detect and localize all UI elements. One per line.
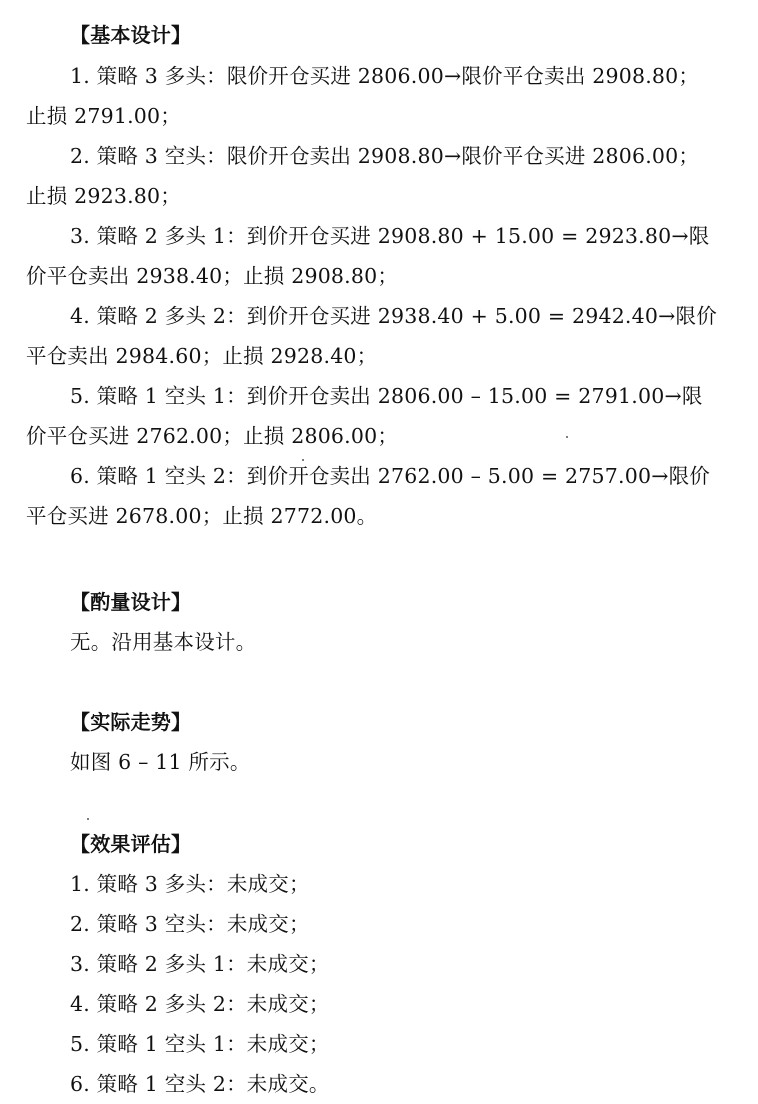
basic-item-2-line-1: 2. 策略 3 空头：限价开仓卖出 2908.80→限价平仓买进 2806.00； bbox=[70, 144, 700, 168]
scan-speck bbox=[87, 818, 89, 820]
basic-item-3-line-2: 价平仓卖出 2938.40；止损 2908.80； bbox=[26, 264, 399, 288]
evaluation-item-3: 3. 策略 2 多头 1：未成交； bbox=[70, 952, 330, 976]
basic-item-3-line-1: 3. 策略 2 多头 1：到价开仓买进 2908.80 + 15.00 = 2923.80→限 bbox=[70, 224, 710, 248]
basic-item-6-line-1: 6. 策略 1 空头 2：到价开仓卖出 2762.00 – 5.00 = 2757.00→限价 bbox=[70, 464, 710, 488]
evaluation-item-5: 5. 策略 1 空头 1：未成交； bbox=[70, 1032, 330, 1056]
basic-item-5-line-2: 价平仓买进 2762.00；止损 2806.00； bbox=[26, 424, 399, 448]
evaluation-item-6: 6. 策略 1 空头 2：未成交。 bbox=[70, 1072, 330, 1096]
heading-adjust-design: 【酌量设计】 bbox=[70, 590, 192, 614]
basic-item-4-line-2: 平仓卖出 2984.60；止损 2928.40； bbox=[26, 344, 378, 368]
basic-item-6-line-2: 平仓买进 2678.00；止损 2772.00。 bbox=[26, 504, 378, 528]
basic-item-1-line-1: 1. 策略 3 多头：限价开仓买进 2806.00→限价平仓卖出 2908.80； bbox=[70, 64, 700, 88]
basic-item-5-line-1: 5. 策略 1 空头 1：到价开仓卖出 2806.00 – 15.00 = 2791.00→限 bbox=[70, 384, 703, 408]
basic-item-2-line-2: 止损 2923.80； bbox=[26, 184, 181, 208]
basic-item-4-line-1: 4. 策略 2 多头 2：到价开仓买进 2938.40 + 5.00 = 2942.40→限价 bbox=[70, 304, 717, 328]
evaluation-item-4: 4. 策略 2 多头 2：未成交； bbox=[70, 992, 330, 1016]
basic-item-1-line-2: 止损 2791.00； bbox=[26, 104, 181, 128]
evaluation-item-1: 1. 策略 3 多头：未成交； bbox=[70, 872, 310, 896]
evaluation-item-2: 2. 策略 3 空头：未成交； bbox=[70, 912, 310, 936]
scan-speck bbox=[302, 459, 304, 461]
heading-actual-trend: 【实际走势】 bbox=[70, 710, 192, 734]
scan-speck bbox=[566, 436, 568, 438]
heading-evaluation: 【效果评估】 bbox=[70, 832, 192, 856]
actual-trend-text: 如图 6 – 11 所示。 bbox=[70, 750, 251, 774]
adjust-design-text: 无。沿用基本设计。 bbox=[70, 630, 257, 654]
heading-basic-design: 【基本设计】 bbox=[70, 23, 192, 47]
